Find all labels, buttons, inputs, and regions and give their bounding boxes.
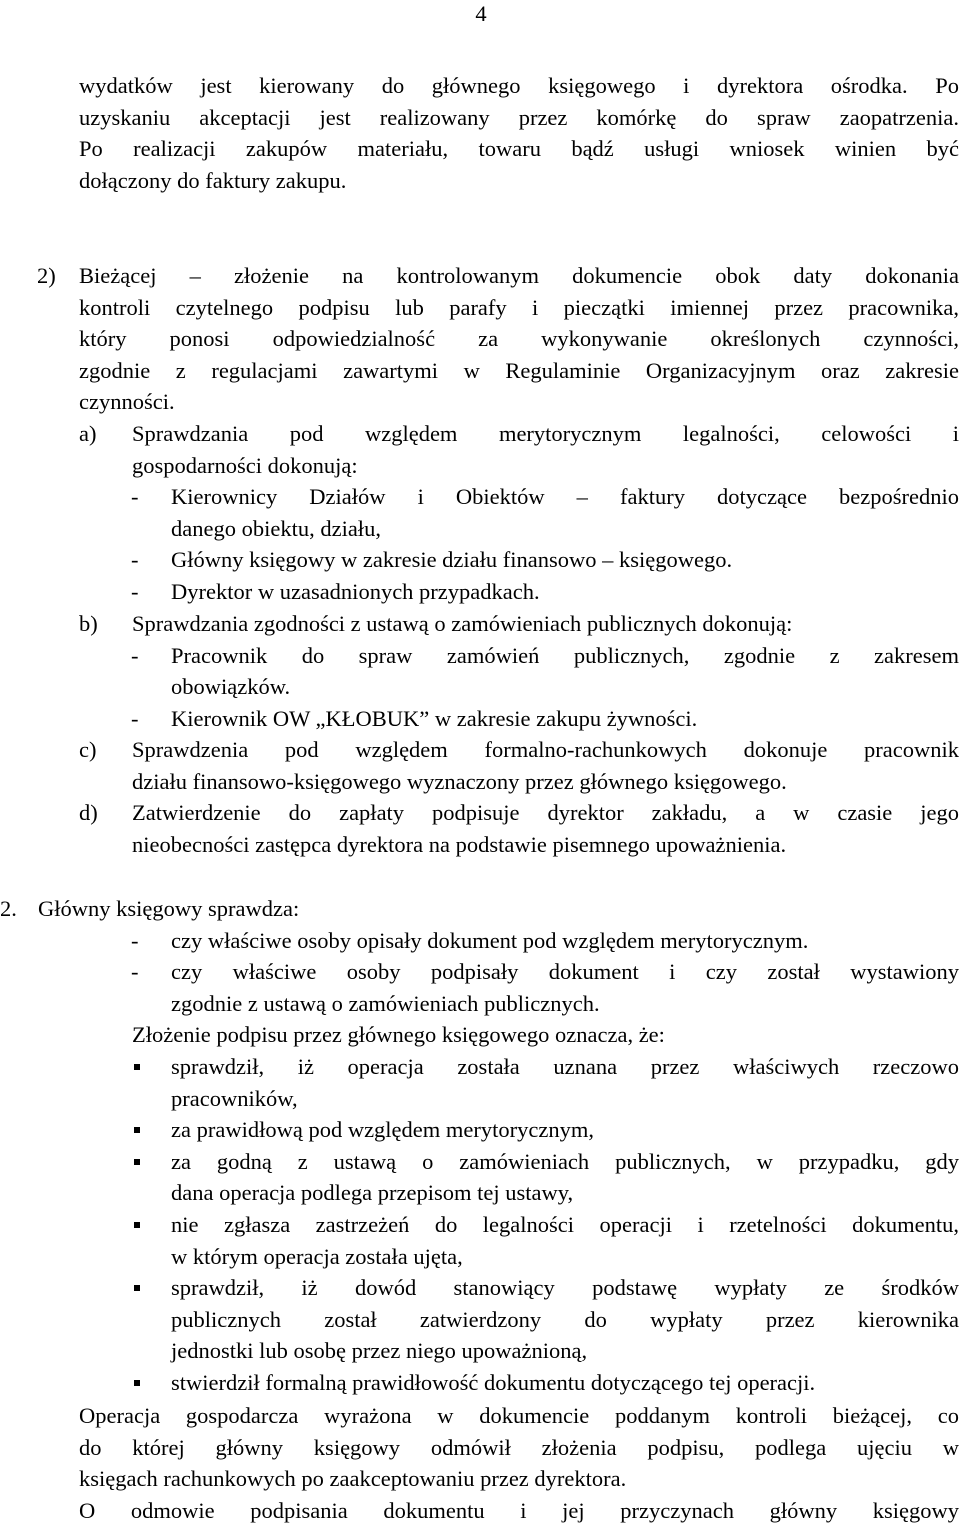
item-a-line-1 [79,418,959,450]
text-line: sprawdził, iż dowód stanowiący podstawę wypłaty ze środków [171,1275,959,1301]
square-bullet-icon [134,1159,140,1165]
text-line: do której główny księgowy odmówił złożenia podpisu, podlega ujęciu w [79,1434,959,1460]
text-line: dołączony do faktury zakupu. [79,167,347,193]
dash-marker: - [131,578,139,604]
item-c-line-1 [79,734,959,766]
item-b-marker: b) [79,611,98,636]
bullet-item [0,1051,959,1083]
dash-item [79,703,959,735]
point-2-chief-accountant [0,893,959,1399]
text-line: za godną z ustawą o zamówieniach publicznych, w przypadku, gdy [171,1148,959,1174]
item-b-procurement-review [79,608,959,734]
square-bullet-icon [134,1380,140,1386]
text-line: Pracownik do spraw zamówień publicznych, zgodnie z zakresem [171,642,959,668]
text-line: księgach rachunkowych po zaakceptowaniu przez dyrektora. [79,1466,627,1492]
dash-marker: - [131,927,139,953]
intro-paragraph [79,70,959,196]
text-line: stwierdził formalną prawidłowość dokumentu dotyczącego tej operacji. [171,1369,816,1395]
dash-item [79,576,959,608]
text-line: czynności. [79,389,175,415]
text-line: Zatwierdzenie do zapłaty podpisuje dyrektor zakładu, a w czasie jego [132,800,959,825]
text-line: Kierownik OW „KŁOBUK” w zakresie zakupu żywności. [171,705,698,731]
text-line: O odmowie podpisania dokumentu i jej przyczynach główny księgowy [79,1497,959,1523]
text-line: Kierownicy Działów i Obiektów – faktury dotyczące bezpośrednio [171,484,959,510]
text-line: nieobecności zastępca dyrektora na podstawie pisemnego upoważnienia. [132,831,787,857]
text-line: czy właściwe osoby opisały dokument pod względem merytorycznym. [171,927,809,953]
text-line: sprawdził, iż operacja została uznana przez właściwych rzeczowo [171,1053,959,1079]
text-line: obowiązków. [171,674,291,700]
section-2-marker: 2) [37,263,56,288]
dash-item [79,481,959,513]
bullet-item [0,1209,959,1241]
text-line: nie zgłasza zastrzeżeń do legalności operacji i rzetelności dokumentu, [171,1211,959,1237]
text-line: gospodarności dokonują: [132,452,358,478]
page-number: 4 [475,1,487,26]
dash-item [0,956,959,988]
text-line: publicznych został zatwierdzony do wypłaty przez kierownika [171,1306,959,1332]
item-c-formal-review [79,734,959,797]
item-c-marker: c) [79,737,97,762]
text-line: Sprawdzenia pod względem formalno-rachunkowych dokonuje pracownik [132,737,959,762]
dash-item [79,544,959,576]
text-line: za prawidłową pod względem merytorycznym, [171,1117,594,1143]
text-line: Bieżącej – złożenie na kontrolowanym dokumencie obok daty dokonania [79,263,959,288]
text-line: uzyskaniu akceptacji jest realizowany przez komórkę do spraw zaopatrzenia. [79,104,959,130]
text-line: Po realizacji zakupów materiału, towaru bądź usługi wniosek winien być [79,136,959,162]
dash-item [79,640,959,672]
text-line: Operacja gospodarcza wyrażona w dokumencie poddanym kontroli bieżącej, co [79,1403,959,1428]
bullet-item [0,1146,959,1178]
square-bullet-icon [134,1285,140,1291]
point-2-heading: Główny księgowy sprawdza: [38,896,300,921]
dash-marker: - [131,484,139,510]
item-b-line-1 [79,608,959,640]
item-d-line-1 [79,797,959,829]
square-bullet-icon [134,1064,140,1070]
bullet-item [0,1114,959,1146]
point-2-heading-line [0,893,959,925]
text-line: wydatków jest kierowany do głównego księgowego i dyrektora ośrodka. Po [79,73,959,98]
item-a-merit-review [79,418,959,608]
bullet-item [0,1272,959,1304]
dash-marker: - [131,642,139,668]
dash-marker: - [131,959,139,985]
square-bullet-icon [134,1222,140,1228]
section-2-current-control [37,260,959,418]
closing-paragraph [79,1400,959,1526]
text-line: pracowników, [171,1085,298,1111]
text-line: jednostki lub osobę przez niego upoważnioną, [171,1338,588,1364]
dash-marker: - [131,547,139,573]
text-line: Główny księgowy w zakresie działu finansowo – księgowego. [171,547,733,573]
text-line: danego obiektu, działu, [171,515,381,541]
text-line: zgodnie z regulacjami zawartymi w Regulaminie Organizacyjnym oraz zakresie [79,357,959,383]
dash-marker: - [131,705,139,731]
text-line: czy właściwe osoby podpisały dokument i czy został wystawiony [171,959,959,985]
item-d-approval [79,797,959,860]
text-line: kontroli czytelnego podpisu lub parafy i pieczątki imiennej przez pracownika, [79,294,959,320]
point-2-marker: 2. [0,896,17,921]
text-line: dana operacja podlega przepisom tej ustawy, [171,1180,574,1206]
text-line: Sprawdzania pod względem merytorycznym legalności, celowości i [132,421,959,446]
item-a-marker: a) [79,421,97,446]
text-line: działu finansowo-księgowego wyznaczony przez głównego księgowego. [132,768,787,794]
dash-item [0,925,959,957]
text-line: zgodnie z ustawą o zamówieniach publicznych. [171,990,600,1016]
item-d-marker: d) [79,800,98,825]
text-line: Dyrektor w uzasadnionych przypadkach. [171,578,540,604]
text-line: który ponosi odpowiedzialność za wykonywanie określonych czynności, [79,326,959,352]
square-bullet-icon [134,1127,140,1133]
bullet-item [0,1367,959,1399]
signature-intro: Złożenie podpisu przez głównego księgowego oznacza, że: [132,1022,665,1048]
section-2-first-line [37,260,959,292]
text-line: w którym operacja została ujęta, [171,1243,463,1269]
text-line: Sprawdzania zgodności z ustawą o zamówieniach publicznych dokonują: [132,611,793,636]
